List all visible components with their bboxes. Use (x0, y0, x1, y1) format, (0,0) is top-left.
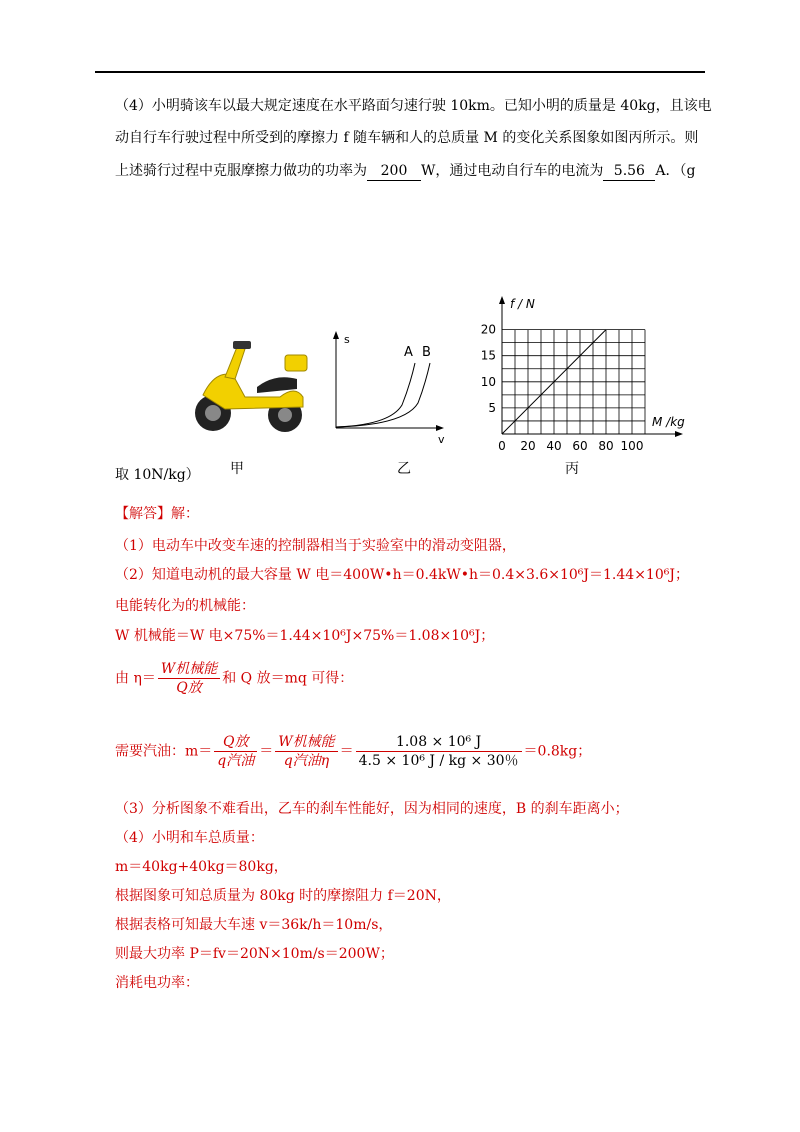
graph-yi (320, 325, 455, 445)
answer-p5 (115, 660, 353, 697)
efficiency-fraction (158, 660, 220, 697)
efficiency-fraction-denominator: Q放 (176, 680, 202, 696)
mass-fraction-3 (356, 733, 522, 770)
chart-grid (502, 330, 645, 434)
figure-label-yi: 乙 (397, 461, 411, 477)
mass-fraction-2-numerator: W机械能 (275, 733, 337, 752)
question-line-3-text-c: A．（g (655, 163, 696, 179)
chart-y-tick-label: 10 (480, 374, 496, 389)
answer-p9: m＝40kg+40kg＝80kg， (115, 859, 288, 875)
question-line-3-text-b: W，通过电动自行车的电流为 (421, 163, 604, 179)
chart-y-arrow (499, 296, 505, 304)
answer-p6-text-b: 0.8kg； (537, 743, 592, 760)
answer-p4: W 机械能＝W 电×75%＝1.44×10⁶J×75%＝1.08×10⁶J； (115, 628, 495, 644)
question-line-1: （4）小明骑该车以最大规定速度在水平路面匀速行驶 10km。已知小明的质量是 40kg，且该电 (115, 98, 712, 114)
answer-p8: （4）小明和车总质量： (115, 830, 264, 846)
answer-p6-text-a: 需要汽油：m＝ (115, 743, 213, 760)
mass-fraction-2-denominator: q汽油η (283, 753, 330, 769)
chart-y-axis-label: f / N (510, 297, 535, 311)
header-rule (95, 71, 705, 73)
answer-p3: 电能转化为的机械能： (115, 598, 255, 614)
answer-p6: 需要汽油：m＝ $\frac{\text{Q放}}{\text{q汽油}}$ ＝ $\frac{\text{W机械能}}{\text{q汽油η}}$ ＝ $\frac{\text{1.08 × 10⁶ J}}{\text{4.5 × 10⁶ J / kg × 30％}}$ ＝0.8kg； (115, 734, 592, 769)
graph-yi-x-axis-label: v (438, 433, 445, 445)
question-line-3-text-a: 上述骑行过程中克服摩擦力做功的功率为 (115, 163, 367, 179)
graph-yi-curve-b (336, 363, 430, 427)
chart-y-tick-label: 20 (480, 322, 496, 337)
answer-p1: （1）电动车中改变车速的控制器相当于实验室中的滑动变阻器， (115, 538, 516, 554)
graph-yi-y-axis-label: s (344, 333, 350, 346)
graph-yi-curve-a-label: A (404, 345, 413, 360)
answer-p5-text-a: 由 η＝ (115, 670, 156, 687)
mass-fraction-3-denominator: 4.5 × 10⁶ J / kg × 30％ (358, 753, 519, 769)
chart-x-tick-label: 0 (498, 439, 506, 453)
efficiency-fraction-numerator: W机械能 (158, 660, 220, 679)
chart-x-tick-label: 100 (620, 439, 644, 453)
chart-x-tick-label: 60 (572, 439, 588, 453)
answer-header: 【解答】解： (115, 506, 199, 522)
current-answer-blank: 5.56 (603, 162, 655, 181)
mass-fraction-1-numerator: Q放 (214, 733, 257, 752)
mass-fraction-2 (275, 733, 337, 770)
answer-p7: （3）分析图象不难看出，乙车的刹车性能好，因为相同的速度，B 的刹车距离小； (115, 801, 629, 817)
chart-x-tick-label: 80 (598, 439, 614, 453)
mass-fraction-1-denominator: q汽油 (217, 753, 255, 769)
question-line-4: 取 10N/kg） (115, 467, 200, 483)
chart-x-arrow (675, 431, 683, 437)
mass-fraction-1 (214, 733, 257, 770)
scooter-image (185, 335, 315, 435)
chart-y-tick-label: 5 (488, 400, 496, 415)
answer-p11: 根据表格可知最大车速 v＝36k/h＝10m/s， (115, 917, 393, 933)
question-line-3 (115, 162, 695, 181)
chart-x-tick-label: 20 (520, 439, 536, 453)
answer-p5-text-b: 和 Q 放＝mq 可得： (222, 670, 354, 687)
answer-p2: （2）知道电动机的最大容量 W 电＝400W•h＝0.4kW•h＝0.4×3.6×10⁶J＝1.44×10⁶J； (115, 567, 689, 583)
answer-p12: 则最大功率 P＝fv＝20N×10m/s＝200W； (115, 946, 394, 962)
mass-fraction-3-numerator: 1.08 × 10⁶ J (356, 733, 522, 752)
chart-x-axis-label: M /kg (652, 415, 685, 429)
chart-y-tick-label: 15 (480, 348, 496, 363)
answer-p13: 消耗电功率： (115, 975, 199, 991)
power-answer-blank: 200 (367, 162, 421, 181)
figure-label-bing: 丙 (565, 461, 579, 477)
question-line-2: 动自行车行驶过程中所受到的摩擦力 f 随车辆和人的总质量 M 的变化关系图象如图丙所示。则 (115, 130, 699, 146)
graph-yi-curve-a (336, 363, 415, 427)
answer-p10: 根据图象可知总质量为 80kg 时的摩擦阻力 f＝20N， (115, 888, 451, 904)
figure-label-jia: 甲 (230, 461, 244, 477)
graph-yi-curve-b-label: B (422, 345, 431, 360)
chart-x-tick-label: 40 (546, 439, 562, 453)
graph-bing-chart (470, 292, 685, 457)
